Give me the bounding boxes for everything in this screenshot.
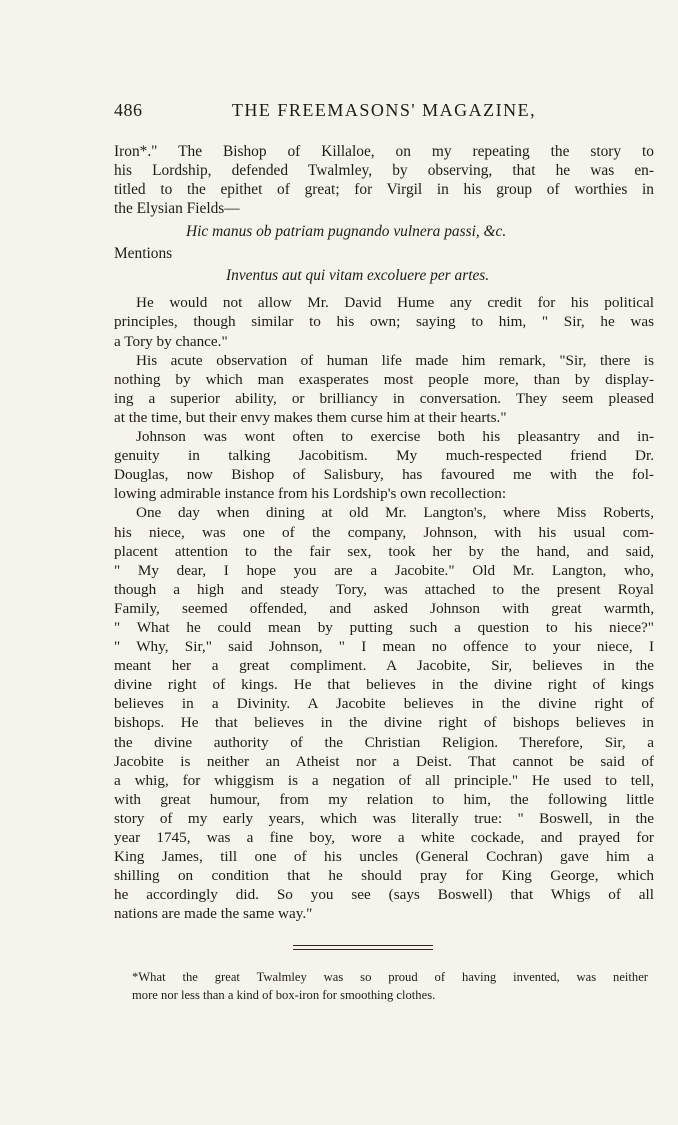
paragraphs	[114, 293, 654, 923]
text-line: " What he could mean by putting such a question to his niece?"	[114, 618, 654, 636]
text-line: a Tory by chance."	[114, 332, 228, 350]
latin-quotation: Hic manus ob patriam pugnando vulnera passi, &c.	[186, 223, 507, 241]
text-line: His acute observation of human life made him remark, "Sir, there is	[136, 351, 654, 369]
text-line: nothing by which man exasperates most people more, than by display-	[114, 370, 654, 388]
text-line: nations are made the same way."	[114, 905, 313, 923]
text-line: with great humour, from my relation to him, the following little	[114, 790, 654, 808]
text-line: believes in a Divinity. A Jacobite believes in the divine right of	[114, 695, 654, 713]
footnote-line: *What the great Twalmley was so proud of having invented, was neither	[132, 970, 648, 984]
text-line: divine right of kings. He that believes in the divine right of kings	[114, 676, 654, 694]
text-line: Iron*." The Bishop of Killaloe, on my repeating the story to	[114, 143, 654, 160]
body-text	[114, 142, 654, 923]
text-line: his Lordship, defended Twalmley, by observing, that he was en-	[114, 162, 654, 180]
text-line: King James, till one of his uncles (General Cochran) gave him a	[114, 848, 654, 866]
text-line: he accordingly did. So you see (says Boswell) that Whigs of all	[114, 886, 654, 904]
footnote-line: more nor less than a kind of box-iron for smoothing clothes.	[132, 988, 436, 1002]
text-line: titled to the epithet of great; for Virgil in his group of worthies in	[114, 181, 654, 199]
text-line: Jacobite is neither an Atheist nor a Deist. That cannot be said of	[114, 752, 654, 770]
mentions-word: Mentions	[114, 245, 173, 263]
text-line: at the time, but their envy makes them curse him at their hearts."	[114, 408, 507, 426]
text-line: genuity in talking Jacobitism. My much-respected friend Dr.	[114, 447, 654, 465]
text-line: meant her a great compliment. A Jacobite, Sir, believes in the	[114, 657, 654, 675]
footnote-separator	[293, 945, 433, 953]
text-line: One day when dining at old Mr. Langton's, where Miss Roberts,	[136, 504, 654, 522]
footnote	[132, 968, 648, 1004]
text-line: the divine authority of the Christian Religion. Therefore, Sir, a	[114, 733, 654, 751]
text-line: Douglas, now Bishop of Salisbury, has favoured me with the fol-	[114, 466, 654, 484]
text-line: Family, seemed offended, and asked Johnson with great warmth,	[114, 599, 654, 617]
text-line: principles, though similar to his own; saying to him, " Sir, he was	[114, 313, 654, 331]
running-title: THE FREEMASONS' MAGAZINE,	[231, 100, 537, 120]
text-line: He would not allow Mr. David Hume any credit for his political	[136, 294, 654, 312]
text-line: shilling on condition that he should pray for King George, which	[114, 867, 654, 885]
page-number: 486	[114, 100, 143, 120]
text-line: Johnson was wont often to exercise both his pleasantry and in-	[136, 428, 654, 446]
separator-rule	[293, 945, 433, 946]
latin-quotation: Inventus aut qui vitam excoluere per artes.	[226, 267, 490, 285]
page-header	[114, 100, 654, 128]
separator-rule	[293, 949, 433, 950]
text-line: ing a superior ability, or brilliancy in conversation. They seem pleased	[114, 389, 654, 407]
text-line: his niece, was one of the company, Johnson, with his usual com-	[114, 523, 654, 541]
text-line: story of my early years, which was literally true: " Boswell, in the	[114, 809, 654, 827]
text-line: the Elysian Fields—	[114, 200, 240, 218]
text-line: " My dear, I hope you are a Jacobite." Old Mr. Langton, who,	[114, 561, 654, 579]
text-line: " Why, Sir," said Johnson, " I mean no offence to your niece, I	[114, 638, 654, 656]
text-line: placent attention to the fair sex, took her by the hand, and said,	[114, 542, 654, 560]
text-line: bishops. He that believes in the divine right of bishops believes in	[114, 714, 654, 732]
text-line: year 1745, was a fine boy, wore a white cockade, and prayed for	[114, 829, 654, 846]
text-line: a whig, for whiggism is a negation of all principle." He used to tell,	[114, 771, 654, 789]
text-line: lowing admirable instance from his Lordship's own recollection:	[114, 485, 507, 503]
text-line: though a high and steady Tory, was attached to the present Royal	[114, 580, 654, 598]
